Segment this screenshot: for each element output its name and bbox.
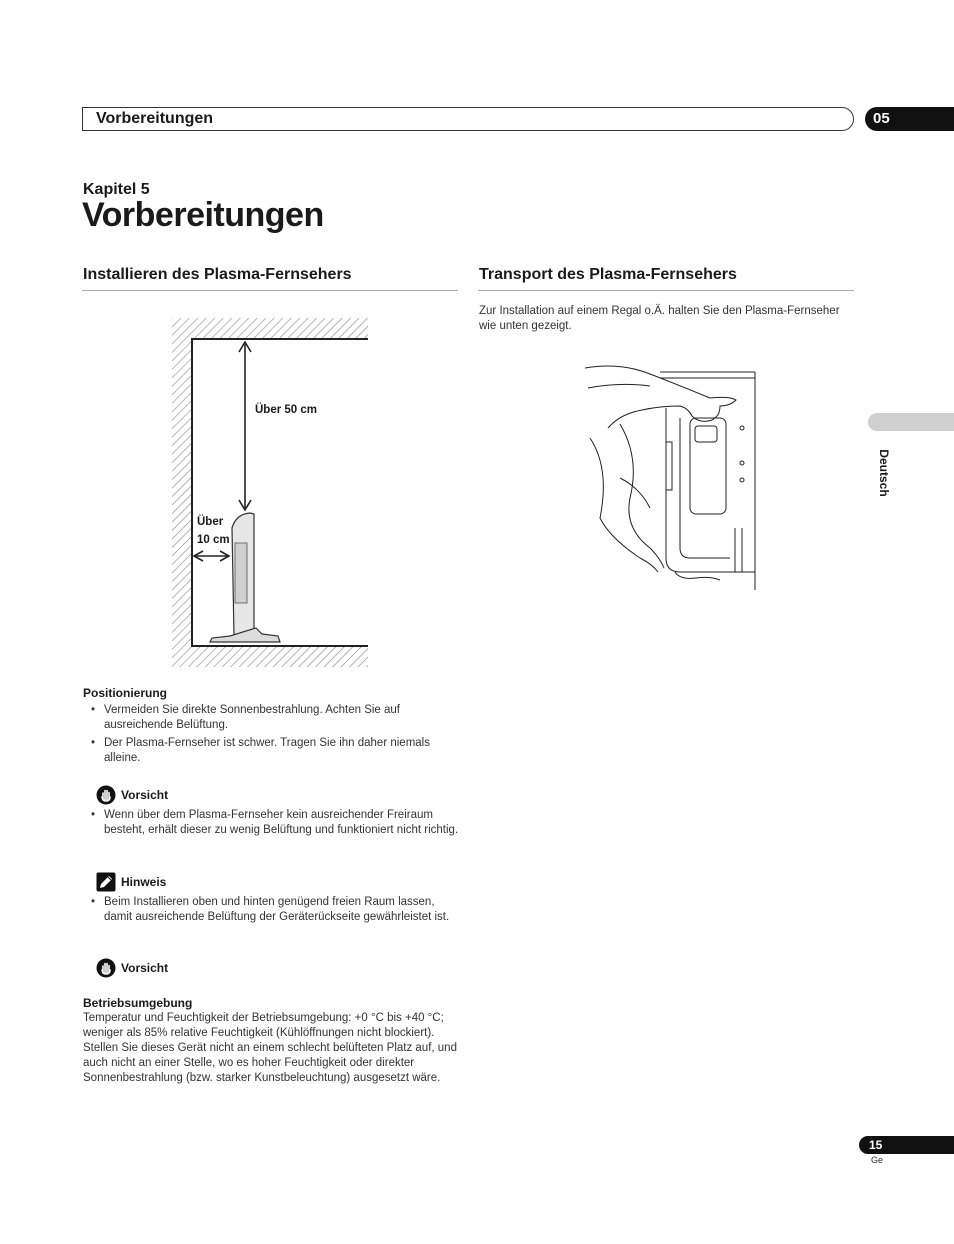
- language-side-tab: [868, 413, 954, 431]
- caution-notice-1: [96, 785, 168, 805]
- top-clearance-label: Über 50 cm: [255, 404, 318, 416]
- section-rule-right: [478, 290, 854, 291]
- transport-illustration-svg: [580, 358, 760, 590]
- language-side-label: Deutsch: [877, 449, 891, 497]
- running-header-title: Vorbereitungen: [96, 110, 214, 127]
- environment-heading: Betriebsumgebung: [83, 996, 193, 1010]
- positioning-list: [83, 703, 463, 769]
- section-heading-install: Installieren des Plasma-Fernsehers: [83, 266, 352, 283]
- transport-intro: Zur Installation auf einem Regal o.Ä. halten Sie den Plasma-Fernseher wie unten gezeigt.: [479, 305, 840, 332]
- note-label: Hinweis: [121, 875, 167, 889]
- positioning-heading: Positionierung: [83, 686, 167, 700]
- page-title: Vorbereitungen: [82, 196, 324, 234]
- note-pencil-icon: [96, 872, 116, 892]
- note-notice: [96, 872, 166, 892]
- clearance-diagram: [172, 318, 368, 673]
- list-item: • Der Plasma-Fernseher ist schwer. Tragen Sie ihn daher niemals alleine.: [83, 736, 463, 766]
- language-code: Ge: [871, 1155, 884, 1165]
- clearance-diagram-svg: [172, 318, 368, 668]
- caution-notice-2: [96, 958, 168, 978]
- rear-clearance-label-1: Über: [197, 516, 224, 528]
- caution-list-1: [83, 808, 463, 841]
- rear-clearance-label-2: 10 cm: [197, 534, 230, 546]
- list-item: • Vermeiden Sie direkte Sonnenbestrahlung. Achten Sie auf ausreichende Belüftung.: [83, 703, 463, 733]
- caution-label: Vorsicht: [121, 788, 169, 802]
- chapter-label: Kapitel 5: [83, 181, 150, 198]
- section-rule-left: [82, 290, 458, 291]
- list-item: • Beim Installieren oben und hinten genügend freien Raum lassen, damit ausreichende Belüftung der Geräterückseite gewährleistet ist.: [83, 895, 463, 925]
- caution-hand-icon: [96, 785, 116, 805]
- running-header: [82, 107, 854, 131]
- caution-label: Vorsicht: [121, 961, 169, 975]
- list-item: • Wenn über dem Plasma-Fernseher kein ausreichender Freiraum besteht, erhält dieser zu wenig Belüftung und funktioniert nicht richtig.: [83, 808, 463, 838]
- page-number: 15: [859, 1136, 954, 1154]
- caution-hand-icon: [96, 958, 116, 978]
- transport-illustration: [580, 358, 760, 595]
- chapter-number-badge: 05: [865, 107, 954, 131]
- section-heading-transport: Transport des Plasma-Fernsehers: [479, 266, 737, 283]
- environment-text: Temperatur und Feuchtigkeit der Betriebsumgebung: +0 °C bis +40 °C; weniger als 85% relative Feuchtigkeit (Kühlöffnungen nicht blockiert). Stellen Sie dieses Gerät nicht an einem schlecht belüfteten Platz auf, und auch nicht an einer Stelle, wo es hoher Feuchtigkeit oder direkter Sonnenbestrahlung (bzw. starker Kunstbeleuchtung) ausgesetzt wäre.: [83, 1012, 457, 1084]
- note-list: [83, 895, 463, 928]
